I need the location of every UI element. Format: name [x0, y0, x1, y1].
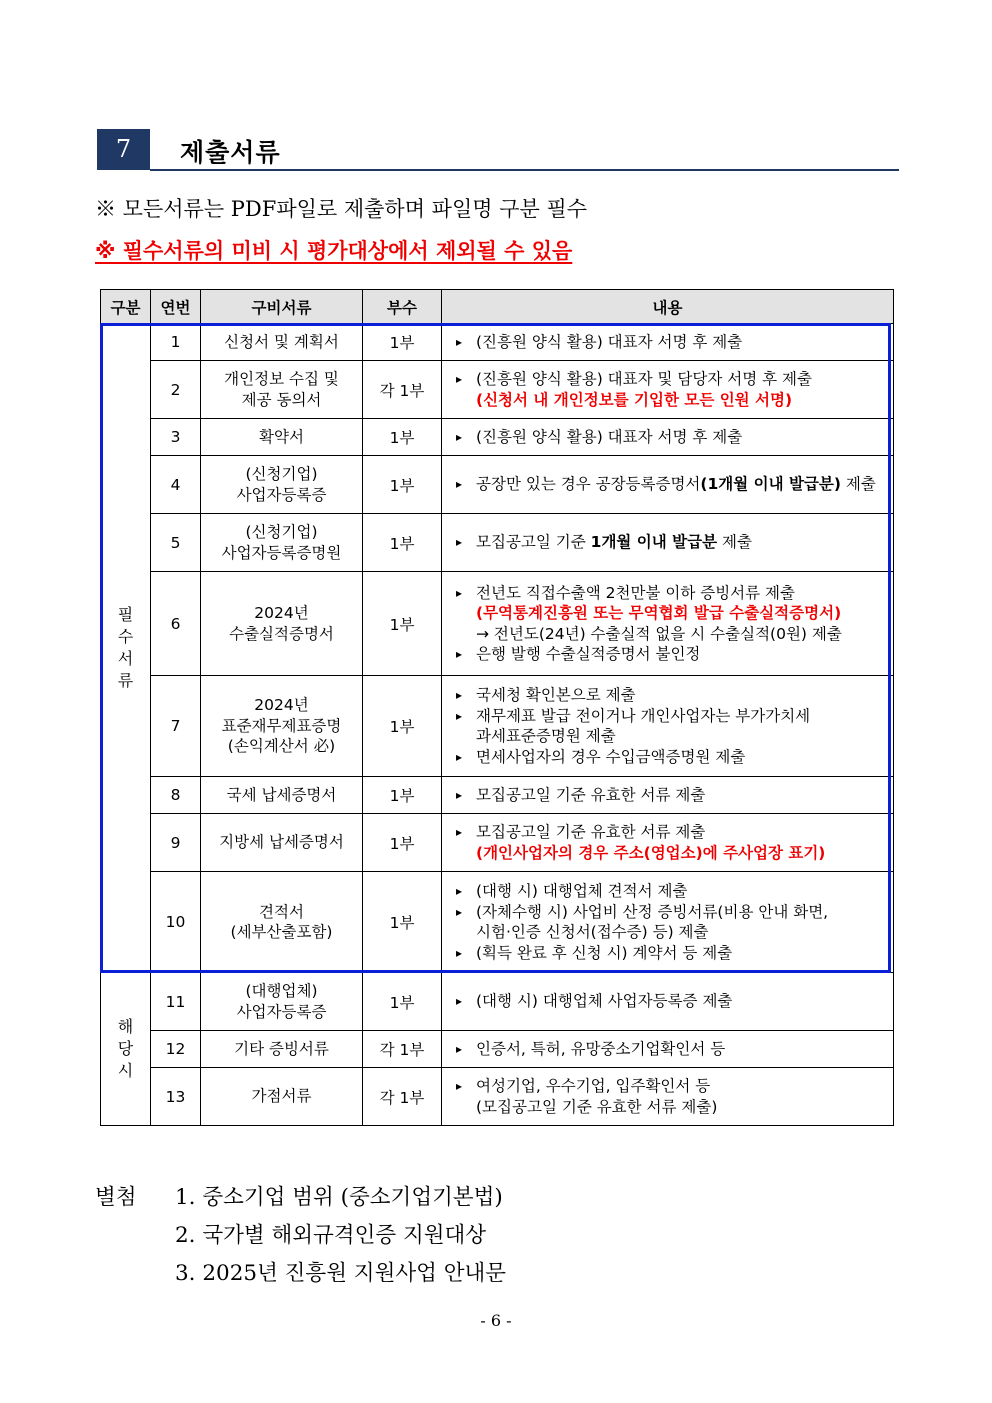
- document-name: (신청기업) 사업자등록증: [201, 456, 363, 514]
- copies: 1부: [363, 419, 442, 456]
- content-text: (자체수행 시) 사업비 산정 증빙서류(비용 안내 화면,: [476, 902, 829, 921]
- document-name: (신청기업) 사업자등록증명원: [201, 514, 363, 572]
- continuation-line: [456, 390, 887, 411]
- note-pdf-filename: ※ 모든서류는 PDF파일로 제출하며 파일명 구분 필수: [95, 197, 588, 221]
- bullet-line: [456, 644, 887, 665]
- bullet-line: [456, 1076, 887, 1097]
- content-text: 전년도 직접수출액 2천만불 이하 증빙서류 제출: [476, 583, 795, 602]
- content-cell: [442, 514, 894, 572]
- row-number: 10: [151, 872, 201, 973]
- copies: 각 1부: [363, 361, 442, 419]
- content-text: 공장만 있는 경우 공장등록증명서: [476, 475, 701, 494]
- category-if-applicable: [101, 973, 151, 1126]
- documents-table-wrapper: [100, 289, 893, 1126]
- bullet-line: [456, 427, 887, 448]
- table-row: [101, 973, 894, 1031]
- copies: 1부: [363, 814, 442, 872]
- content-cell: [442, 973, 894, 1031]
- bullet-line: [456, 822, 887, 843]
- bullet-line: [456, 991, 887, 1012]
- row-number: 9: [151, 814, 201, 872]
- section-number: 7: [97, 129, 150, 170]
- content-text: 과세표준증명원 제출: [476, 727, 616, 745]
- header-copies: 부수: [363, 290, 442, 324]
- bullet-line: [456, 532, 887, 553]
- content-cell: [442, 324, 894, 361]
- header-content: 내용: [442, 290, 894, 324]
- content-text: (대행 시) 대행업체 사업자등록증 제출: [476, 992, 733, 1011]
- document-name: 국세 납세증명서: [201, 777, 363, 814]
- continuation-line: [456, 922, 887, 943]
- content-text: (1개월 이내 발급분): [700, 475, 841, 494]
- copies: 1부: [363, 973, 442, 1031]
- content-cell: [442, 419, 894, 456]
- content-text: 제출: [840, 475, 876, 494]
- bullet-line: [456, 747, 887, 768]
- row-number: 2: [151, 361, 201, 419]
- bullet-line: [456, 1039, 887, 1060]
- row-number: 5: [151, 514, 201, 572]
- note-required-warning: ※ 필수서류의 미비 시 평가대상에서 제외될 수 있음: [95, 239, 573, 263]
- content-cell: [442, 1068, 894, 1126]
- content-text: 1개월 이내 발급분: [590, 533, 718, 552]
- content-text: 은행 발행 수출실적증명서 불인정: [476, 645, 701, 663]
- header-number: 연번: [151, 290, 201, 324]
- content-text: 여성기업, 우수기업, 입주확인서 등: [476, 1077, 711, 1095]
- bullet-line: [456, 474, 887, 495]
- row-number: 1: [151, 324, 201, 361]
- section-header: [97, 129, 899, 173]
- table-row: [101, 1031, 894, 1068]
- row-number: 8: [151, 777, 201, 814]
- bullet-line: [456, 583, 887, 604]
- content-cell: [442, 814, 894, 872]
- table-row: [101, 324, 894, 361]
- section-title: 제출서류: [180, 138, 281, 167]
- content-text: 시험·인증 신청서(접수증) 등) 제출: [476, 923, 709, 941]
- bullet-line: [456, 943, 887, 964]
- content-text: 인증서, 특허, 유망중소기업확인서 등: [476, 1039, 726, 1058]
- document-name: 신청서 및 계획서: [201, 324, 363, 361]
- content-text: 재무제표 발급 전이거나 개인사업자는 부가가치세: [476, 706, 811, 725]
- table-row: [101, 361, 894, 419]
- content-cell: [442, 456, 894, 514]
- table-row: [101, 456, 894, 514]
- content-text: 모집공고일 기준: [476, 533, 591, 552]
- category-label: 해 당 시: [117, 1017, 134, 1080]
- attachment-item: 3. 2025년 진흥원 지원사업 안내문: [175, 1261, 507, 1286]
- content-text: (개인사업자의 경우 주소(영업소)에 주사업장 표기): [476, 843, 826, 862]
- attachment-item: 1. 중소기업 범위 (중소기업기본법): [175, 1185, 503, 1210]
- copies: 1부: [363, 514, 442, 572]
- content-text: (무역통계진흥원 또는 무역협회 발급 수출실적증명서): [476, 604, 842, 622]
- content-text: (획득 완료 후 신청 시) 계약서 등 제출: [476, 943, 733, 962]
- content-text: → 전년도(24년) 수출실적 없을 시 수출실적(0원) 제출: [476, 624, 842, 643]
- header-document: 구비서류: [201, 290, 363, 324]
- documents-table: [100, 289, 894, 1126]
- continuation-line: [456, 1097, 887, 1118]
- document-name: 확약서: [201, 419, 363, 456]
- row-number: 4: [151, 456, 201, 514]
- copies: 1부: [363, 324, 442, 361]
- content-text: 모집공고일 기준 유효한 서류 제출: [476, 785, 706, 804]
- section-underline: [150, 169, 899, 171]
- table-row: [101, 814, 894, 872]
- table-row: [101, 419, 894, 456]
- content-text: 제출: [717, 533, 752, 552]
- content-text: 모집공고일 기준 유효한 서류 제출: [476, 823, 706, 841]
- row-number: 7: [151, 676, 201, 777]
- continuation-line: [456, 603, 887, 624]
- table-row: [101, 514, 894, 572]
- content-text: (대행 시) 대행업체 견적서 제출: [476, 882, 688, 900]
- document-name: 2024년 수출실적증명서: [201, 572, 363, 676]
- table-body: [101, 324, 894, 1126]
- content-text: (진흥원 양식 활용) 대표자 및 담당자 서명 후 제출: [476, 370, 812, 388]
- document-name: 견적서 (세부산출포함): [201, 872, 363, 973]
- bullet-line: [456, 881, 887, 902]
- content-text: (진흥원 양식 활용) 대표자 서명 후 제출: [476, 427, 743, 446]
- document-name: 가점서류: [201, 1068, 363, 1126]
- document-name: 기타 증빙서류: [201, 1031, 363, 1068]
- copies: 1부: [363, 777, 442, 814]
- category-label: 필 수 서 류: [117, 605, 134, 690]
- bullet-line: [456, 902, 887, 923]
- copies: 1부: [363, 676, 442, 777]
- row-number: 11: [151, 973, 201, 1031]
- bullet-line: [456, 685, 887, 706]
- continuation-line: [456, 624, 887, 645]
- category-required: [101, 324, 151, 973]
- row-number: 6: [151, 572, 201, 676]
- row-number: 12: [151, 1031, 201, 1068]
- bullet-line: [456, 706, 887, 727]
- content-cell: [442, 676, 894, 777]
- table-row: [101, 572, 894, 676]
- copies: 1부: [363, 872, 442, 973]
- continuation-line: [456, 843, 887, 864]
- page-number: - 6 -: [480, 1311, 512, 1330]
- table-row: [101, 676, 894, 777]
- content-cell: [442, 1031, 894, 1068]
- document-name: 2024년 표준재무제표증명 (손익계산서 必): [201, 676, 363, 777]
- bullet-line: [456, 785, 887, 806]
- table-row: [101, 872, 894, 973]
- copies: 각 1부: [363, 1031, 442, 1068]
- document-name: 지방세 납세증명서: [201, 814, 363, 872]
- row-number: 3: [151, 419, 201, 456]
- content-cell: [442, 361, 894, 419]
- copies: 1부: [363, 456, 442, 514]
- content-cell: [442, 872, 894, 973]
- copies: 1부: [363, 572, 442, 676]
- content-text: (신청서 내 개인정보를 기입한 모든 인원 서명): [476, 390, 793, 409]
- content-text: (진흥원 양식 활용) 대표자 서명 후 제출: [476, 332, 743, 351]
- table-header-row: [101, 290, 894, 324]
- content-text: (모집공고일 기준 유효한 서류 제출): [476, 1097, 718, 1116]
- table-row: [101, 777, 894, 814]
- document-name: (대행업체) 사업자등록증: [201, 973, 363, 1031]
- attachment-item: 2. 국가별 해외규격인증 지원대상: [175, 1223, 487, 1248]
- document-name: 개인정보 수집 및 제공 동의서: [201, 361, 363, 419]
- content-cell: [442, 572, 894, 676]
- row-number: 13: [151, 1068, 201, 1126]
- content-cell: [442, 777, 894, 814]
- header-category: 구분: [101, 290, 151, 324]
- bullet-line: [456, 332, 887, 353]
- continuation-line: [456, 726, 887, 747]
- bullet-line: [456, 369, 887, 390]
- content-text: 국세청 확인본으로 제출: [476, 686, 636, 704]
- copies: 각 1부: [363, 1068, 442, 1126]
- content-text: 면세사업자의 경우 수입금액증명원 제출: [476, 747, 746, 766]
- table-row: [101, 1068, 894, 1126]
- attachments-label: 별첨: [95, 1185, 137, 1210]
